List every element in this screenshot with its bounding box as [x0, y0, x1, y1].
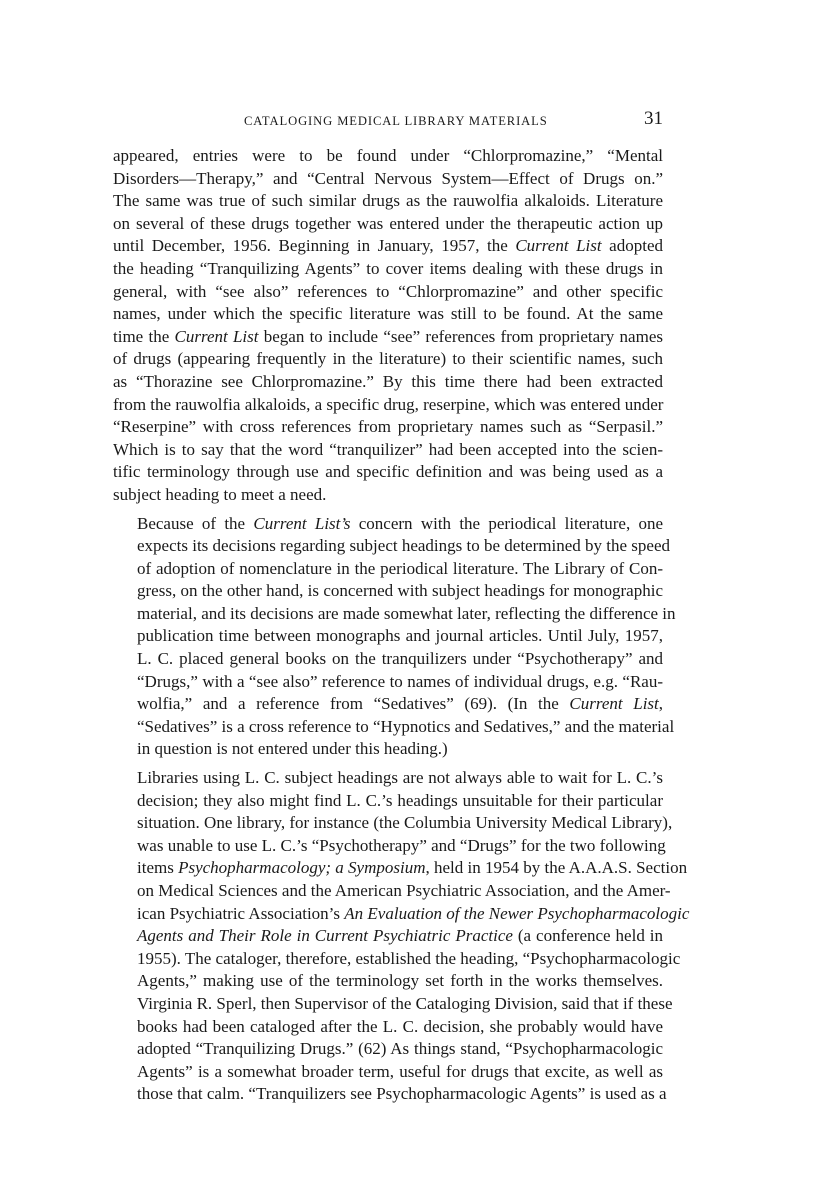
text-line: on several of these drugs together was entered under the therapeutic action up [113, 213, 663, 233]
text-line: Agents,” making use of the terminology set forth in the works themselves. [137, 971, 663, 991]
text-line: in question is not entered under this heading.) [137, 739, 448, 759]
italic-title: Current List [174, 326, 259, 346]
text-line: Virginia R. Sperl, then Supervisor of the Cataloging Division, said that if these [137, 993, 673, 1013]
text-line: items Psychopharmacology; a Symposium, held in 1954 by the A.A.A.S. Section [137, 858, 688, 878]
text-line: expects its decisions regarding subject headings to be determined by the speed [137, 536, 670, 556]
italic-title: An Evaluation of the Newer Psychopharmacologic [344, 903, 690, 923]
italic-title: Agents and Their Role in Current Psychiatric Practice [137, 926, 513, 946]
running-head: CATALOGING MEDICAL LIBRARY MATERIALS [244, 114, 548, 128]
text-line: Disorders—Therapy,” and “Central Nervous System—Effect of Drugs on.” [113, 168, 663, 188]
text-line: The same was true of such similar drugs as the rauwolfia alkaloids. Literature [113, 191, 663, 211]
text-line: “Reserpine” with cross references from proprietary names such as “Serpasil.” [113, 417, 663, 437]
text-line: from the rauwolfia alkaloids, a specific drug, reserpine, which was entered under [113, 394, 664, 414]
paragraph [113, 145, 663, 507]
text-line: on Medical Sciences and the American Psychiatric Association, and the Amer- [137, 881, 671, 900]
text-line: names, under which the specific literature was still to be found. At the same [113, 304, 663, 324]
text-line: those that calm. “Tranquilizers see Psychopharmacologic Agents” is used as a [137, 1084, 667, 1104]
text-line: of adoption of nomenclature in the periodical literature. The Library of Con- [137, 558, 663, 578]
italic-title: Current List [569, 694, 659, 714]
text-line: Because of the Current List’s concern with the periodical literature, one [137, 513, 664, 533]
page-header [113, 108, 663, 138]
page-number: 31 [644, 108, 663, 129]
text-line: decision; they also might find L. C.’s headings unsuitable for their particular [137, 790, 663, 810]
text-line: until December, 1956. Beginning in January, 1957, the Current List adopted [113, 236, 663, 256]
italic-title: Psychopharmacology; a Symposium [178, 858, 426, 878]
text-line: 1955). The cataloger, therefore, established the heading, “Psychopharmacologic [137, 948, 681, 968]
italic-title: Current List [515, 236, 602, 256]
text-line: material, and its decisions are made somewhat later, reflecting the difference in [137, 603, 676, 623]
text-line: Libraries using L. C. subject headings are not always able to wait for L. C.’s [137, 768, 663, 788]
text-line: the heading “Tranquilizing Agents” to cover items dealing with these drugs in [113, 258, 663, 278]
text-line: appeared, entries were to be found under “Chlorpromazine,” “Mental [113, 146, 663, 165]
italic-title: Current List’s [253, 513, 351, 533]
text-line: as “Thorazine see Chlorpromazine.” By this time there had been extracted [113, 371, 663, 391]
text-line: ican Psychiatric Association’s An Evaluation of the Newer Psychopharmacologic [137, 903, 690, 923]
body-text [113, 145, 690, 1112]
text-line: time the Current List began to include “see” references from proprietary names [113, 326, 663, 346]
text-line: Agents and Their Role in Current Psychiatric Practice (a conference held in [137, 926, 664, 946]
text-line: publication time between monographs and journal articles. Until July, 1957, [137, 626, 663, 646]
text-line: “Sedatives” is a cross reference to “Hypnotics and Sedatives,” and the material [137, 716, 675, 736]
text-line: books had been cataloged after the L. C. decision, she probably would have [137, 1016, 663, 1036]
text-line: Agents” is a somewhat broader term, useful for drugs that excite, as well as [137, 1061, 663, 1081]
paragraph [113, 767, 690, 1106]
paragraph [113, 513, 676, 762]
text-line: Which is to say that the word “tranquilizer” had been accepted into the scien- [113, 439, 663, 459]
text-line: subject heading to meet a need. [113, 484, 327, 504]
text-line: L. C. placed general books on the tranquilizers under “Psychotherapy” and [137, 649, 663, 669]
text-line: general, with “see also” references to “Chlorpromazine” and other specific [113, 281, 663, 301]
text-line: was unable to use L. C.’s “Psychotherapy” and “Drugs” for the two following [137, 835, 666, 855]
text-line: of drugs (appearing frequently in the literature) to their scientific names, such [113, 349, 663, 369]
text-line: “Drugs,” with a “see also” reference to names of individual drugs, e.g. “Rau- [137, 671, 663, 691]
text-line: tific terminology through use and specific definition and was being used as a [113, 462, 663, 482]
text-line: gress, on the other hand, is concerned with subject headings for monographic [137, 581, 663, 601]
text-line: situation. One library, for instance (the Columbia University Medical Library), [137, 813, 673, 833]
text-line: adopted “Tranquilizing Drugs.” (62) As things stand, “Psychopharmacologic [137, 1039, 663, 1059]
text-line: wolfia,” and a reference from “Sedatives” (69). (In the Current List, [137, 694, 663, 714]
